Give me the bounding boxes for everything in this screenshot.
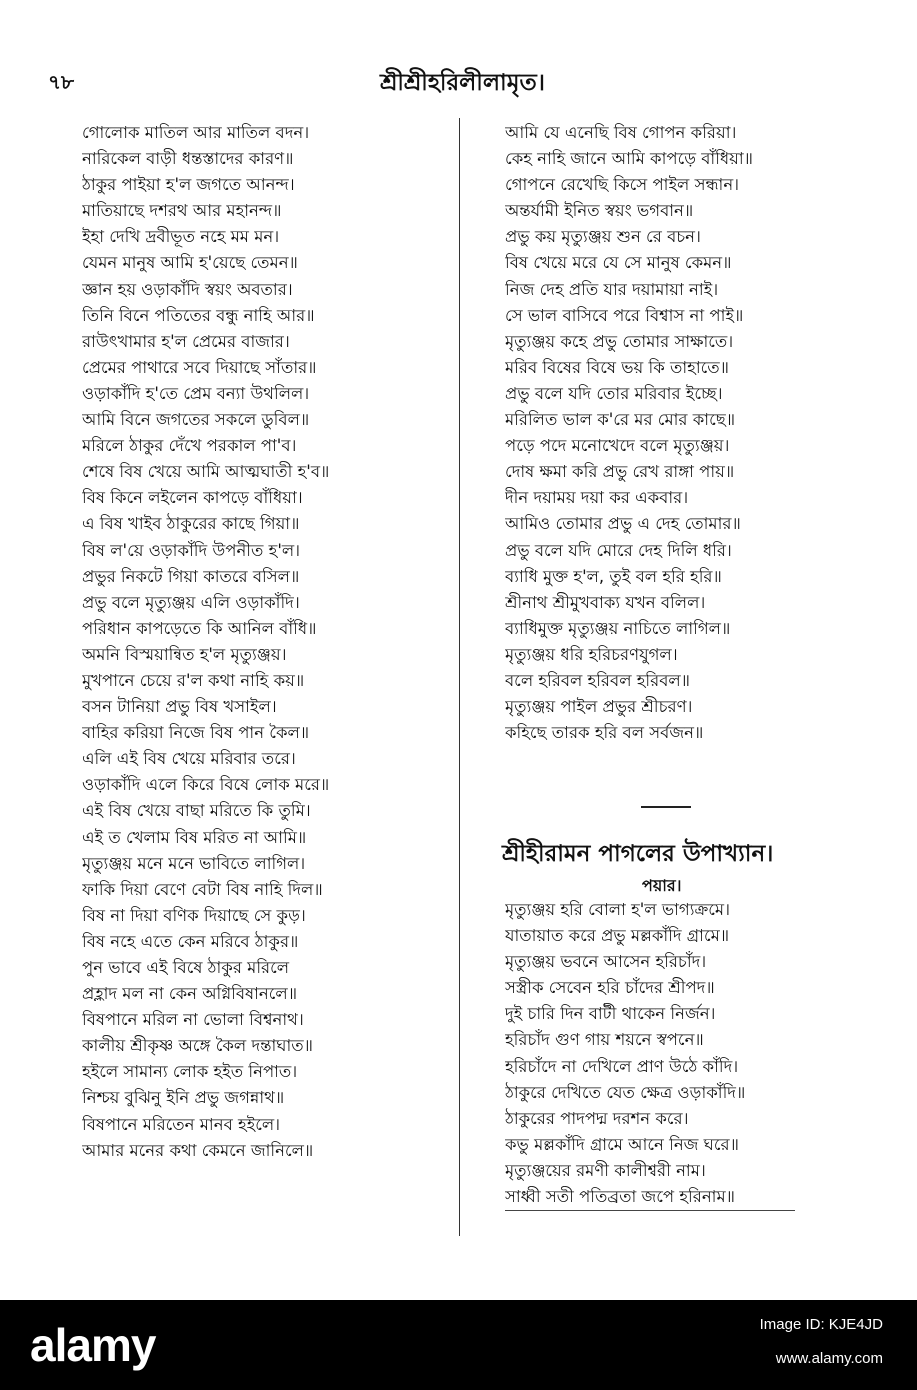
- watermark-banner: [0, 1300, 917, 1390]
- verse-line: ফাকি দিয়া বেণে বেটা বিষ নাহি দিল॥: [82, 879, 323, 899]
- verse-line: দীন দয়াময় দয়া কর একবার।: [505, 488, 689, 508]
- verse-line: পড়ে পদে মনোখেদে বলে মৃত্যুঞ্জয়।: [505, 436, 730, 456]
- verse-line: ঠাকুর পাইয়া হ'ল জগতে আনন্দ।: [82, 175, 295, 195]
- verse-line: বসন টানিয়া প্রভু বিষ খসাইল।: [82, 697, 277, 717]
- verse-line: দোষ ক্ষমা করি প্রভু রেখ রাঙ্গা পায়॥: [505, 462, 735, 482]
- verse-line: বাহির করিয়া নিজে বিষ পান কৈল॥: [82, 723, 310, 743]
- verse-line: ইহা দেখি দ্রবীভূত নহে মম মন।: [82, 227, 280, 247]
- verse-line: সস্ত্রীক সেবেন হরি চাঁদের শ্রীপদ॥: [505, 978, 715, 998]
- verse-line: রাউৎখামার হ'ল প্রেমের বাজার।: [82, 331, 290, 351]
- banner-url: www.alamy.com: [775, 1350, 883, 1367]
- verse-line: কহিছে তারক হরি বল সর্বজন॥: [505, 723, 704, 743]
- verse-line: কালীয় শ্রীকৃষ্ণ অঙ্গে কৈল দন্তাঘাত॥: [82, 1036, 313, 1056]
- verse-line: আমিও তোমার প্রভু এ দেহ তোমার॥: [505, 514, 741, 534]
- verse-line: আমি যে এনেছি বিষ গোপন করিয়া।: [505, 123, 737, 142]
- section-verse: [505, 897, 845, 1210]
- verse-line: ঠাকুরের পাদপদ্ম দরশন করে।: [505, 1108, 689, 1128]
- verse-line: মুখপানে চেয়ে র'ল কথা নাহি কয়॥: [82, 670, 305, 690]
- verse-line: ব্যাধিমুক্ত মৃত্যুঞ্জয় নাচিতে লাগিল॥: [505, 618, 731, 638]
- verse-line: বিষ খেয়ে মরে যে সে মানুষ কেমন॥: [505, 253, 732, 273]
- verse-line: প্রেমের পাথারে সবে দিয়াছে সাঁতার॥: [82, 357, 317, 377]
- verse-line: বলে হরিবল হরিবল হরিবল॥: [505, 670, 691, 690]
- verse-line: আমি বিনে জগতের সকলে ডুবিল॥: [82, 410, 310, 430]
- verse-line: প্রভু কয় মৃত্যুঞ্জয় শুন রে বচন।: [505, 227, 701, 247]
- verse-line: হইলে সামান্য লোক হইত নিপাত।: [82, 1062, 298, 1082]
- verse-line: নারিকেল বাড়ী ধন্তস্তাদের কারণ॥: [82, 149, 294, 169]
- column-divider: [459, 118, 460, 1236]
- verse-line: প্রভু বলে যদি মোরে দেহ দিলি ধরি।: [505, 540, 732, 560]
- left-column: [82, 120, 452, 1164]
- verse-line: হরিচাঁদে না দেখিলে প্রাণ উঠে কাঁদি।: [505, 1056, 739, 1076]
- verse-line: মাতিয়াছে দশরথ আর মহানন্দ॥: [82, 201, 282, 221]
- handwritten-underline: [505, 1210, 795, 1211]
- verse-line: মৃত্যুঞ্জয় পাইল প্রভুর শ্রীচরণ।: [505, 697, 693, 717]
- verse-line: শ্রীনাথ শ্রীমুখবাক্য যখন বলিল।: [505, 592, 706, 612]
- verse-line: মরিলিত ভাল ক'রে মর মোর কাছে॥: [505, 410, 736, 430]
- verse-line: পুন ভাবে এই বিষে ঠাকুর মরিলে: [82, 958, 290, 977]
- verse-line: কভু মল্লকাঁদি গ্রামে আনে নিজ ঘরে॥: [505, 1134, 739, 1154]
- verse-line: মরিলে ঠাকুর দেঁখে পরকাল পা'ব।: [82, 436, 297, 456]
- verse-line: বিষ ল'য়ে ওড়াকাঁদি উপনীত হ'ল।: [82, 540, 301, 560]
- verse-line: মৃত্যুঞ্জয় ধরি হরিচরণযুগল।: [505, 644, 678, 664]
- verse-line: ঠাকুরে দেখিতে যেত ক্ষেত্র ওড়াকাঁদি॥: [505, 1082, 746, 1102]
- verse-line: হরিচাঁদ গুণ গায় শয়নে স্বপনে॥: [505, 1030, 704, 1050]
- alamy-logo: alamy: [30, 1319, 156, 1371]
- verse-line: গোপনে রেখেছি কিসে পাইল সন্ধান।: [505, 175, 740, 195]
- image-id-label: Image ID: KJE4JD: [759, 1316, 883, 1333]
- verse-line: যেমন মানুষ আমি হ'য়েছে তেমন॥: [82, 253, 298, 273]
- verse-line: বিষ না দিয়া বণিক দিয়াছে সে কুড়।: [82, 905, 306, 925]
- verse-line: মৃত্যুঞ্জয়ের রমণী কালীশ্বরী নাম।: [505, 1160, 706, 1180]
- verse-line: মৃত্যুঞ্জয় হরি বোলা হ'ল ভাগ্যক্রমে।: [505, 900, 730, 919]
- verse-line: এই বিষ খেয়ে বাছা মরিতে কি তুমি।: [82, 801, 311, 821]
- verse-line: যাতায়াত করে প্রভু মল্লকাঁদি গ্রামে॥: [505, 926, 730, 946]
- verse-line: বিষ কিনে লইলেন কাপড়ে বাঁধিয়া।: [82, 488, 303, 508]
- verse-line: নিজ দেহ প্রতি যার দয়ামায়া নাই।: [505, 279, 719, 299]
- section-title: শ্রীহীরামন পাগলের উপাখ্যান।: [502, 841, 774, 867]
- verse-line: এলি এই বিষ খেয়ে মরিবার তরে।: [82, 749, 296, 769]
- verse-line: পরিধান কাপড়েতে কি আনিল বাঁধি॥: [82, 618, 317, 638]
- verse-line: নিশ্চয় বুঝিনু ইনি প্রভু জগন্নাথ॥: [82, 1088, 285, 1108]
- verse-line: মৃত্যুঞ্জয় কহে প্রভু তোমার সাক্ষাতে।: [505, 331, 734, 351]
- verse-line: শেষে বিষ খেয়ে আমি আত্মঘাতী হ'ব॥: [82, 462, 330, 482]
- verse-line: সে ভাল বাসিবে পরে বিশ্বাস না পাই॥: [505, 305, 744, 325]
- verse-line: সাধ্বী সতী পতিব্রতা জপে হরিনাম॥: [505, 1187, 735, 1207]
- verse-line: এই ত খেলাম বিষ মরিত না আমি॥: [82, 827, 307, 847]
- verse-line: প্রভু বলে মৃত্যুঞ্জয় এলি ওড়াকাঁদি।: [82, 592, 300, 612]
- verse-line: বিষপানে মরিতেন মানব হইলে।: [82, 1114, 281, 1134]
- verse-line: জ্ঞান হয় ওড়াকাঁদি স্বয়ং অবতার।: [82, 279, 293, 299]
- verse-line: অন্তর্যামী ইনিত স্বয়ং ভগবান॥: [505, 201, 694, 221]
- verse-line: প্রহ্লাদ মল না কেন অগ্নিবিষানলে॥: [82, 984, 298, 1004]
- verse-line: আমার মনের কথা কেমনে জানিলে॥: [82, 1140, 314, 1160]
- verse-line: মৃত্যুঞ্জয় মনে মনে ভাবিতে লাগিল।: [82, 853, 306, 873]
- verse-line: ওড়াকাঁদি হ'তে প্রেম বন্যা উথলিল।: [82, 383, 310, 403]
- verse-line: গোলোক মাতিল আর মাতিল বদন।: [82, 123, 310, 142]
- section-separator: [641, 806, 691, 808]
- verse-line: মৃত্যুঞ্জয় ভবনে আসেন হরিচাঁদ।: [505, 952, 707, 972]
- verse-line: তিনি বিনে পতিতের বন্ধু নাহি আর॥: [82, 305, 315, 325]
- right-column: [505, 120, 845, 746]
- verse-line: অমনি বিস্ময়ান্বিত হ'ল মৃত্যুঞ্জয়।: [82, 644, 287, 664]
- page-number: ৭৮: [48, 70, 74, 94]
- verse-line: ওড়াকাঁদি এলে কিরে বিষে লোক মরে॥: [82, 775, 330, 795]
- verse-line: বিষ নহে এতে কেন মরিবে ঠাকুর॥: [82, 931, 299, 951]
- verse-line: ব্যাধি মুক্ত হ'ল, তুই বল হরি হরি॥: [505, 566, 722, 586]
- verse-line: বিষপানে মরিল না ভোলা বিশ্বনাথ।: [82, 1010, 304, 1030]
- verse-line: মরিব বিষের বিষে ভয় কি তাহাতে॥: [505, 357, 729, 377]
- verse-line: প্রভু বলে যদি তোর মরিবার ইচ্ছে।: [505, 383, 723, 403]
- verse-line: এ বিষ খাইব ঠাকুরের কাছে গিয়া॥: [82, 514, 300, 534]
- verse-line: প্রভুর নিকটে গিয়া কাতরে বসিল॥: [82, 566, 300, 586]
- verse-line: দুই চারি দিন বাটী থাকেন নির্জন।: [505, 1004, 716, 1024]
- running-head: শ্রীশ্রীহরিলীলামৃত।: [380, 70, 545, 96]
- verse-line: কেহ নাহি জানে আমি কাপড়ে বাঁধিয়া॥: [505, 149, 754, 169]
- meter-label: পয়ার।: [642, 876, 682, 895]
